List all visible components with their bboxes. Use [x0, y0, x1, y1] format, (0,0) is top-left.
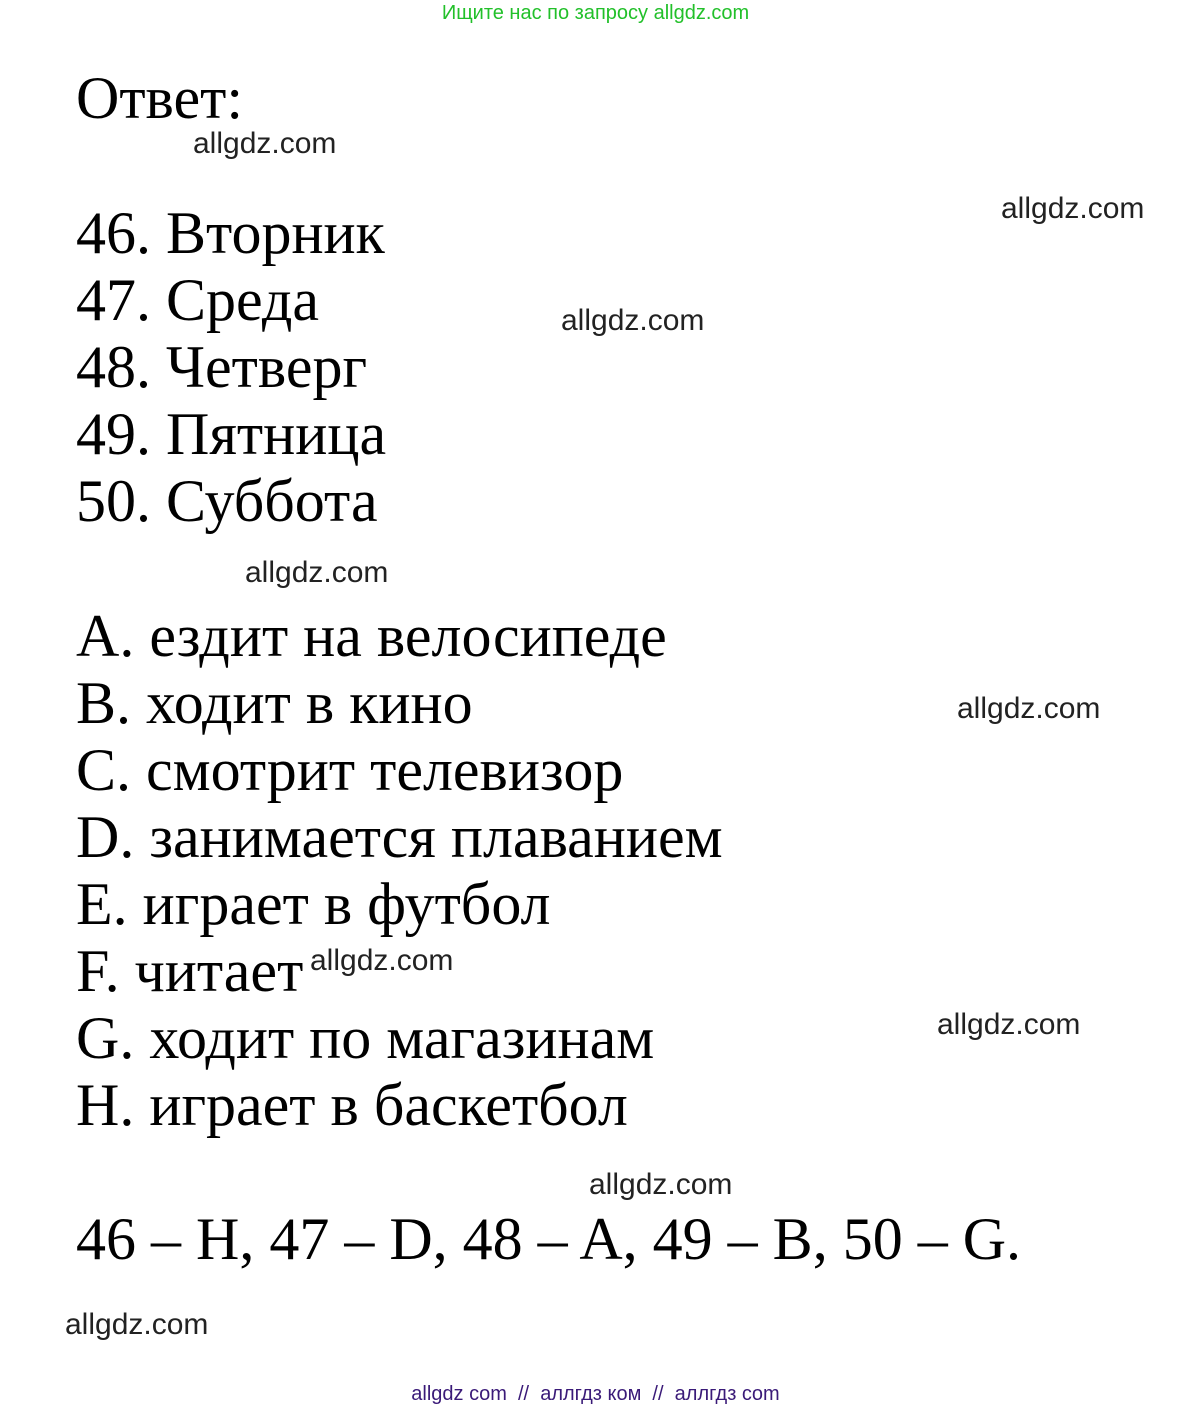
watermark: allgdz.com — [937, 1008, 1081, 1041]
activity-item: A. ездит на велосипеде — [76, 603, 667, 669]
activity-item: D. занимается плаванием — [76, 804, 723, 870]
day-item: 48. Четверг — [76, 334, 368, 400]
watermark: allgdz.com — [65, 1308, 209, 1341]
answer-title: Ответ: — [76, 65, 244, 131]
watermark: allgdz.com — [1001, 192, 1145, 225]
activity-item: H. играет в баскетбол — [76, 1072, 628, 1138]
watermark: allgdz.com — [589, 1168, 733, 1201]
activity-item: C. смотрит телевизор — [76, 737, 624, 803]
day-item: 47. Среда — [76, 267, 320, 333]
activity-item: B. ходит в кино — [76, 670, 473, 736]
activity-item: F. читает — [76, 938, 304, 1004]
answer-key: 46 – H, 47 – D, 48 – A, 49 – B, 50 – G. — [76, 1206, 1022, 1272]
watermark: allgdz.com — [561, 304, 705, 337]
activity-item: E. играет в футбол — [76, 871, 551, 937]
watermark: allgdz.com — [245, 556, 389, 589]
watermark: allgdz.com — [193, 127, 337, 160]
watermark: allgdz.com — [957, 692, 1101, 725]
header-banner: Ищите нас по запросу allgdz.com — [441, 2, 750, 24]
day-item: 46. Вторник — [76, 200, 385, 266]
day-item: 50. Суббота — [76, 468, 378, 534]
day-item: 49. Пятница — [76, 401, 387, 467]
activity-item: G. ходит по магазинам — [76, 1005, 655, 1071]
footer-banner: allgdz com // аллгдз ком // аллгдз com — [411, 1383, 780, 1405]
watermark: allgdz.com — [310, 944, 454, 977]
